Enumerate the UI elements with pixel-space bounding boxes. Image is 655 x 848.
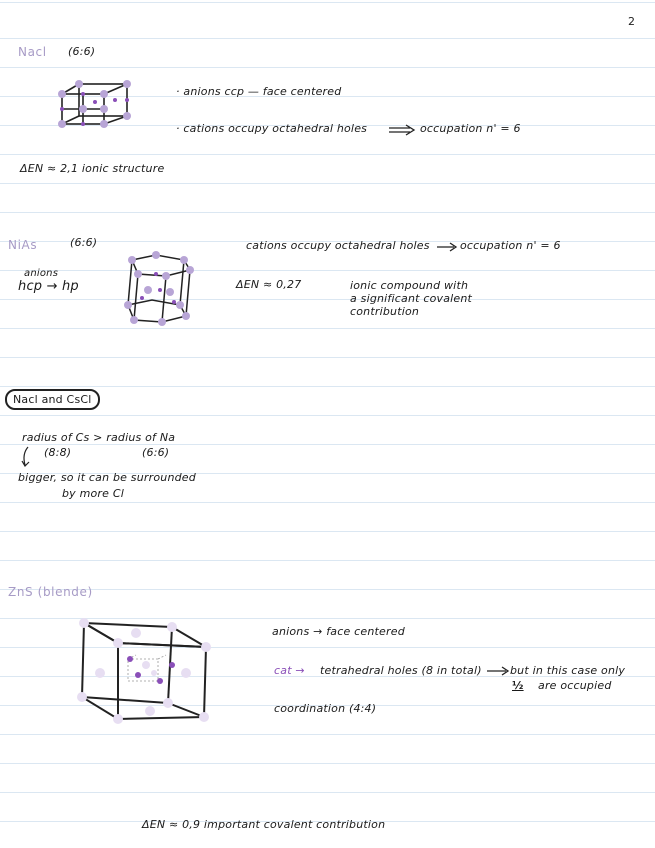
arrow-icon <box>388 124 416 136</box>
compare-line3: by more Cl <box>62 487 124 500</box>
nias-ionic-line1: ionic compound with <box>350 279 469 292</box>
zns-tetrahedral-note: tetrahedral holes (8 in total) <box>320 664 482 677</box>
compare-line2: bigger, so it can be surrounded <box>18 471 196 484</box>
nias-title: NiAs <box>8 238 38 252</box>
nias-cations-note: cations occupy octahedral holes <box>246 239 430 252</box>
nacl-den: ΔEN ≈ 2,1 ionic structure <box>20 162 165 175</box>
zns-half: ½ <box>512 679 524 692</box>
nacl-anions-note: · anions ccp — face centered <box>176 85 342 98</box>
nias-occupation: occupation n' = 6 <box>460 239 561 252</box>
zns-unit-cell-drawing <box>76 615 216 725</box>
nias-hexagonal-cell-drawing <box>118 250 198 330</box>
compare-line1: radius of Cs > radius of Na <box>22 431 176 444</box>
arrow-icon <box>486 666 510 676</box>
nacl-title: Nacl <box>18 45 47 59</box>
compare-box-label: Nacl and CsCl <box>5 389 100 410</box>
curved-arrow-icon <box>20 446 32 468</box>
page-number: 2 <box>628 15 635 28</box>
nacl-cations-note: · cations occupy octahedral holes <box>176 122 368 135</box>
nacl-occupation: occupation n' = 6 <box>420 122 521 135</box>
zns-only-note: but in this case only <box>510 664 626 677</box>
compare-ratio-cs: (8:8) <box>44 446 72 459</box>
zns-occupied: are occupied <box>538 679 612 692</box>
compare-ratio-na: (6:6) <box>142 446 170 459</box>
nias-anions-label: anions <box>24 268 59 279</box>
nacl-unit-cell-drawing <box>55 78 135 138</box>
nias-ionic-line2: a significant covalent <box>350 292 473 305</box>
zns-title: ZnS (blende) <box>8 585 93 599</box>
nias-ratio: (6:6) <box>70 236 98 249</box>
zns-coordination: coordination (4:4) <box>274 702 377 715</box>
nacl-ratio: (6:6) <box>68 45 96 58</box>
zns-den: ΔEN ≈ 0,9 important covalent contribution <box>142 818 386 831</box>
nias-ionic-line3: contribution <box>350 305 420 318</box>
arrow-icon <box>436 242 458 252</box>
zns-anions-note: anions → face centered <box>272 625 405 638</box>
nias-packing: hcp → hp <box>18 279 79 294</box>
nias-den: ΔEN ≈ 0,27 <box>236 278 302 291</box>
zns-cat-label: cat → <box>274 664 305 677</box>
